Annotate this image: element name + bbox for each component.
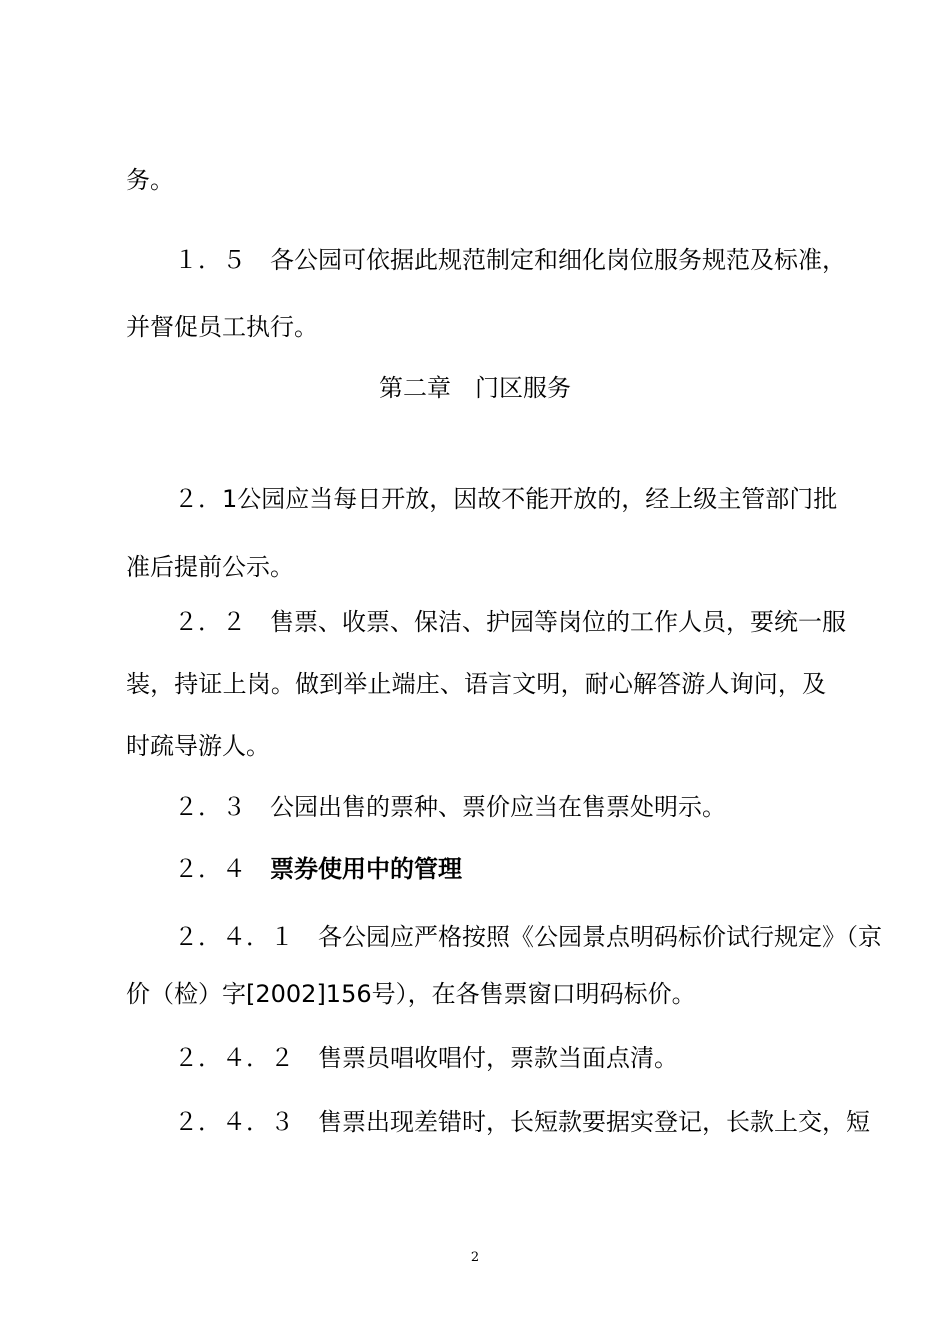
paragraph-line: １．５ 各公园可依据此规范制定和细化岗位服务规范及标准，	[174, 246, 846, 274]
paragraph-line: ２．２ 售票、收票、保洁、护园等岗位的工作人员，要统一服	[174, 608, 846, 636]
section-title: 票券使用中的管理	[270, 855, 462, 883]
paragraph-line: ２．４．２ 售票员唱收唱付，票款当面点清。	[174, 1044, 678, 1072]
paragraph-line: 务。	[126, 166, 174, 194]
paragraph-line: ２．４．１ 各公园应严格按照《公园景点明码标价试行规定》（京	[174, 923, 882, 951]
paragraph-line: ２．３ 公园出售的票种、票价应当在售票处明示。	[174, 793, 726, 821]
paragraph-line: 价（检）字[2002]156号），在各售票窗口明码标价。	[126, 980, 696, 1008]
paragraph-line: 装，持证上岗。做到举止端庄、语言文明，耐心解答游人询问，及	[126, 670, 826, 698]
section-number: ２．４	[174, 855, 246, 883]
paragraph-line: 并督促员工执行。	[126, 313, 318, 341]
paragraph-line: 时疏导游人。	[126, 732, 270, 760]
section-heading	[174, 853, 826, 885]
paragraph-line: 准后提前公示。	[126, 553, 294, 581]
page-number: 2	[470, 1250, 480, 1265]
chapter-heading: 第二章 门区服务	[379, 374, 571, 402]
paragraph-line: ２．1公园应当每日开放，因故不能开放的，经上级主管部门批	[174, 485, 838, 513]
paragraph-line: ２．４．３ 售票出现差错时，长短款要据实登记，长款上交，短	[174, 1108, 870, 1136]
